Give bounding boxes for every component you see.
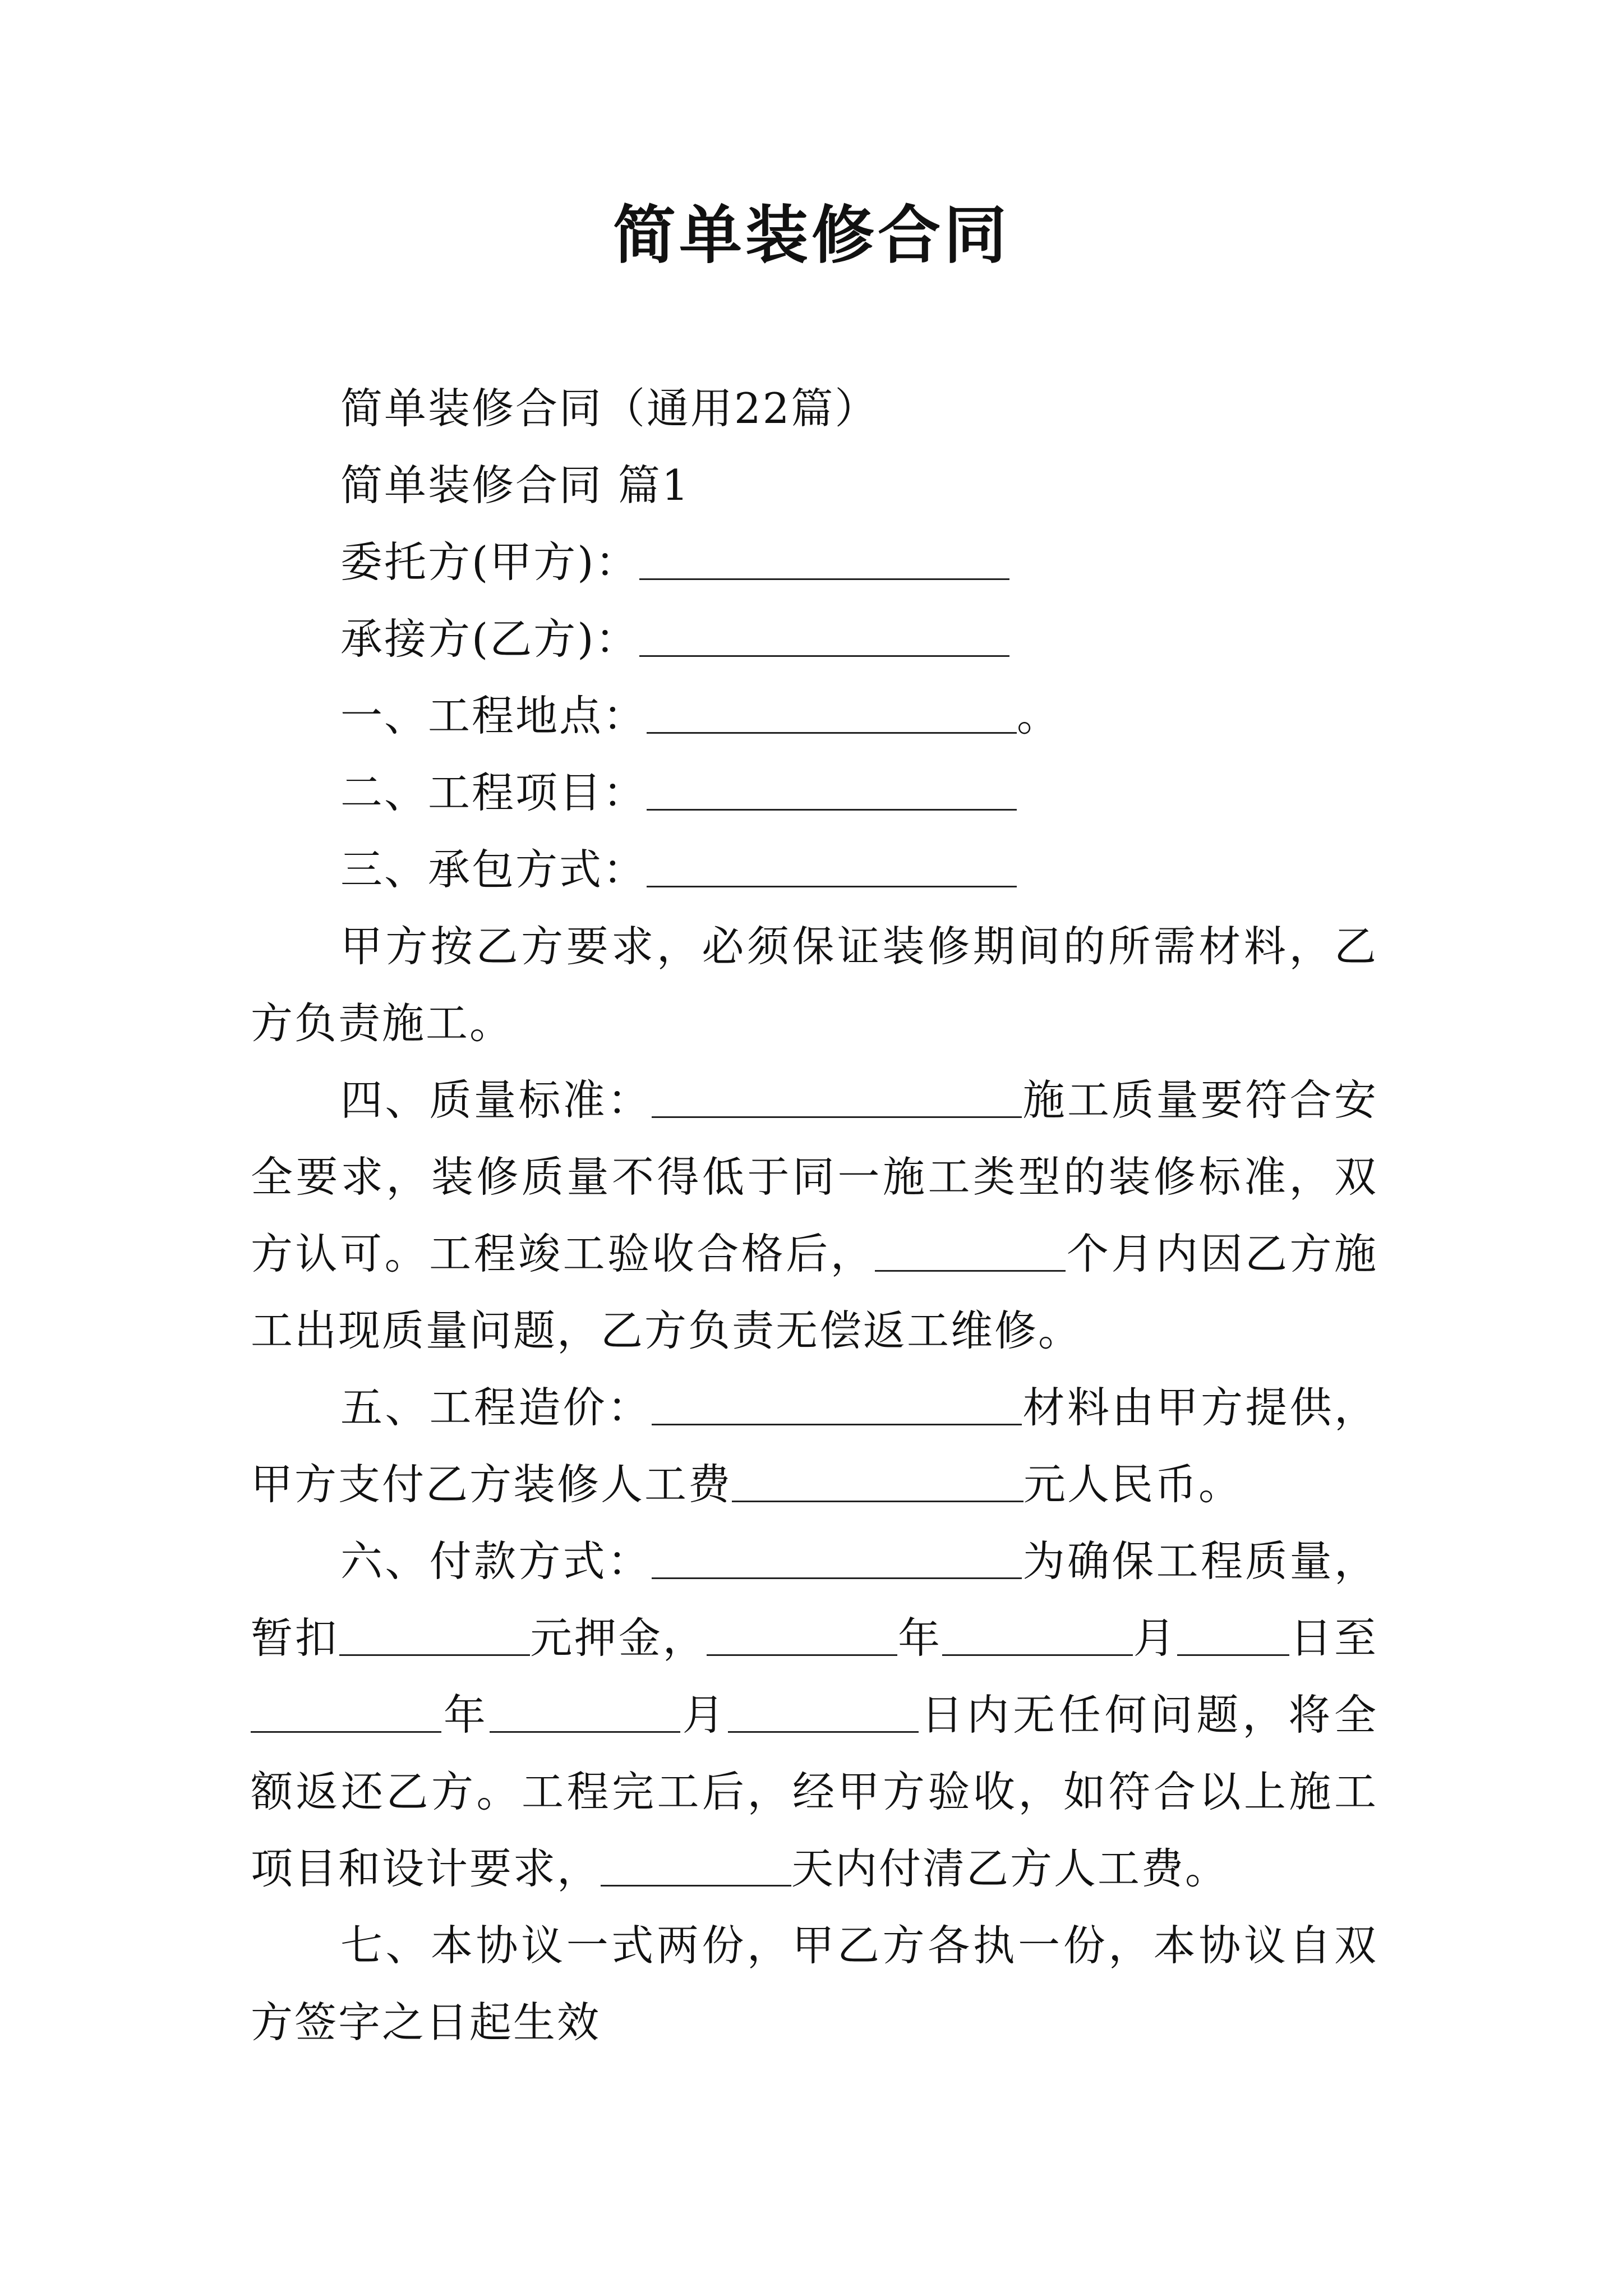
client-line — [251, 524, 1378, 601]
payment-t5: 日至 — [1289, 1613, 1378, 1663]
start-day-blank — [1177, 1615, 1289, 1656]
payment-tail: 天内付清乙方人工费。 — [791, 1844, 1229, 1893]
payment-t4: 月 — [1132, 1613, 1178, 1663]
quality-lead: 四、质量标准： — [340, 1075, 652, 1125]
item1-line — [251, 678, 1378, 754]
payment-t8: 日内无任何问题，将全额返还乙方。工程完工后，经甲方验收，如符合以上施工项目和设计要求， — [251, 1690, 1378, 1893]
quality-mid: 施工质量要符合安全要求，装修质量不得低于同一施工类型的装修标准，双方认可。工程竣工验收合格后， — [251, 1075, 1378, 1278]
payment-t7: 月 — [680, 1690, 728, 1740]
document-body — [251, 370, 1378, 2061]
quality-paragraph — [251, 1062, 1378, 1369]
payment-t2: 元押金， — [529, 1613, 707, 1663]
item2-line — [251, 754, 1378, 831]
payment-t3: 年 — [897, 1613, 942, 1663]
item1-label: 一、工程地点： — [340, 691, 647, 740]
start-month-blank — [942, 1615, 1133, 1656]
payment-blank — [652, 1538, 1022, 1579]
chapter-line — [251, 447, 1378, 524]
mode-blank — [647, 846, 1017, 887]
payment-paragraph — [251, 1523, 1378, 1907]
quality-tail: 个月内因乙方施工出现质量问题，乙方负责无偿返工维修。 — [251, 1229, 1378, 1355]
end-year-blank — [251, 1692, 441, 1733]
client-blank — [639, 539, 1009, 580]
price-tail: 元人民币。 — [1023, 1460, 1243, 1509]
end-day-blank — [728, 1692, 919, 1733]
price-lead: 五、工程造价： — [340, 1383, 652, 1432]
contractor-line — [251, 601, 1378, 678]
chapter-text: 简单装修合同 篇1 — [340, 461, 690, 510]
item2-label: 二、工程项目： — [340, 768, 647, 817]
item3-line — [251, 831, 1378, 908]
payment-t1: 为确保工程质量，暂扣 — [251, 1536, 1378, 1663]
start-year-blank — [707, 1615, 897, 1656]
payment-t6: 年 — [441, 1690, 490, 1740]
deposit-blank — [339, 1615, 530, 1656]
copies-paragraph: 七、本协议一式两份，甲乙方各执一份，本协议自双方签字之日起生效 — [251, 1921, 1378, 2047]
pay-days-blank — [601, 1846, 791, 1887]
labor-fee-blank — [732, 1461, 1023, 1502]
item3-label: 三、承包方式： — [340, 845, 647, 894]
site-blank — [647, 693, 1017, 734]
contractor-label: 承接方(乙方)： — [340, 614, 639, 664]
payment-lead: 六、付款方式： — [340, 1536, 652, 1586]
document-title: 简单装修合同 — [613, 199, 1010, 272]
contractor-blank — [639, 616, 1009, 657]
warranty-months-blank — [875, 1231, 1066, 1272]
subtitle-text: 简单装修合同（通用22篇） — [340, 384, 879, 433]
subtitle-line — [251, 370, 1378, 447]
project-blank — [647, 770, 1017, 811]
client-label: 委托方(甲方)： — [340, 537, 639, 587]
end-month-blank — [490, 1692, 680, 1733]
mode-paragraph: 甲方按乙方要求，必须保证装修期间的所需材料，乙方负责施工。 — [251, 922, 1378, 1048]
price-paragraph — [251, 1369, 1378, 1523]
price-blank — [652, 1384, 1022, 1425]
price-mid: 材料由甲方提供，甲方支付乙方装修人工费 — [251, 1383, 1378, 1509]
item1-end: 。 — [1017, 691, 1061, 740]
quality-blank — [652, 1077, 1022, 1118]
